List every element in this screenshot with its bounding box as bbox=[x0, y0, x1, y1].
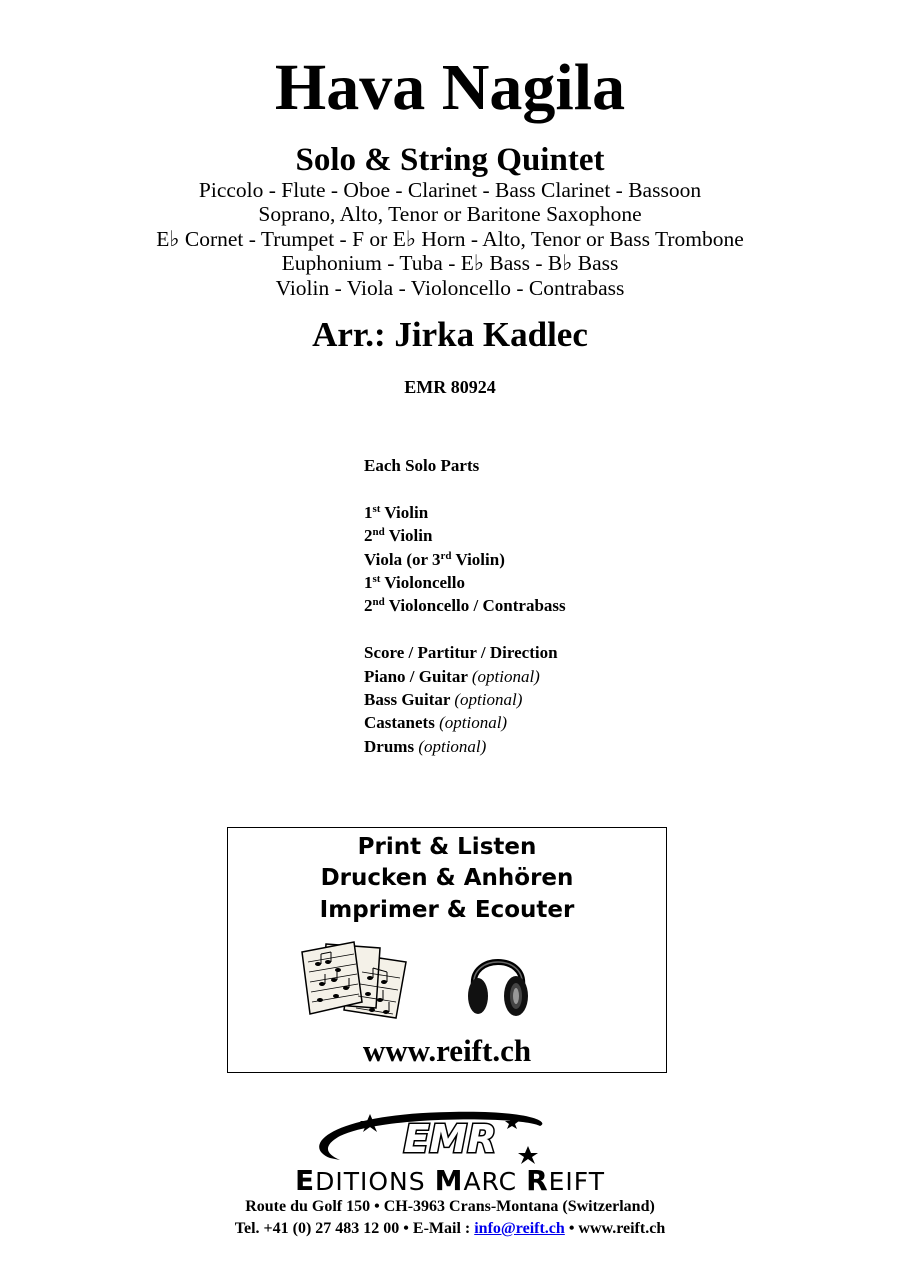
part-piano: Piano / Guitar (optional) bbox=[364, 666, 540, 686]
subtitle: Solo & String Quintet bbox=[295, 142, 605, 178]
publisher-address: Route du Golf 150 • CH-3963 Crans-Montana (Switzerland) bbox=[245, 1198, 655, 1215]
logo-text: EMR bbox=[403, 1117, 497, 1161]
headphones-icon bbox=[466, 940, 530, 1020]
part-violin-1: 1st Violin bbox=[364, 502, 429, 522]
arranger: Arr.: Jirka Kadlec bbox=[312, 315, 588, 354]
part-drums: Drums (optional) bbox=[364, 736, 487, 756]
promo-line: Imprimer & Ecouter bbox=[319, 897, 575, 923]
emr-logo bbox=[300, 1108, 600, 1168]
instrument-list bbox=[0, 178, 900, 300]
part-cello-1: 1st Violoncello bbox=[364, 573, 465, 593]
parts-list bbox=[364, 454, 566, 758]
promo-line: Print & Listen bbox=[357, 834, 537, 860]
publisher-name: EDITIONS MARC REIFT bbox=[294, 1164, 606, 1197]
instrument-line: Soprano, Alto, Tenor or Baritone Saxophone bbox=[258, 202, 642, 227]
sheet-music-icon bbox=[300, 938, 410, 1022]
publisher-contact: Tel. +41 (0) 27 483 12 00 • E-Mail : info@reift.ch • www.reift.ch bbox=[234, 1220, 666, 1237]
page-title: Hava Nagila bbox=[274, 51, 626, 124]
instrument-line: Piccolo - Flute - Oboe - Clarinet - Bass Clarinet - Bassoon bbox=[198, 178, 702, 202]
catalog-number: EMR 80924 bbox=[404, 377, 496, 397]
instrument-line: Euphonium - Tuba - E♭ Bass - B♭ Bass bbox=[281, 251, 619, 276]
part-violin-2: 2nd Violin bbox=[364, 526, 433, 546]
part-bass-guitar: Bass Guitar (optional) bbox=[364, 690, 523, 710]
instrument-line: E♭ Cornet - Trumpet - F or E♭ Horn - Alto, Tenor or Bass Trombone bbox=[156, 226, 744, 251]
part-viola: Viola (or 3rd Violin) bbox=[364, 549, 505, 569]
promo-line: Drucken & Anhören bbox=[320, 865, 574, 891]
part-cello-2: 2nd Violoncello / Contrabass bbox=[364, 596, 566, 616]
part-score: Score / Partitur / Direction bbox=[364, 643, 558, 663]
instrument-line: Violin - Viola - Violoncello - Contrabass bbox=[275, 275, 625, 300]
print-listen-box bbox=[227, 827, 667, 1073]
email-link[interactable]: info@reift.ch bbox=[474, 1220, 565, 1237]
promo-url[interactable]: www.reift.ch bbox=[362, 1033, 532, 1068]
part-solo: Each Solo Parts bbox=[364, 456, 480, 475]
part-castanets: Castanets (optional) bbox=[364, 713, 508, 733]
